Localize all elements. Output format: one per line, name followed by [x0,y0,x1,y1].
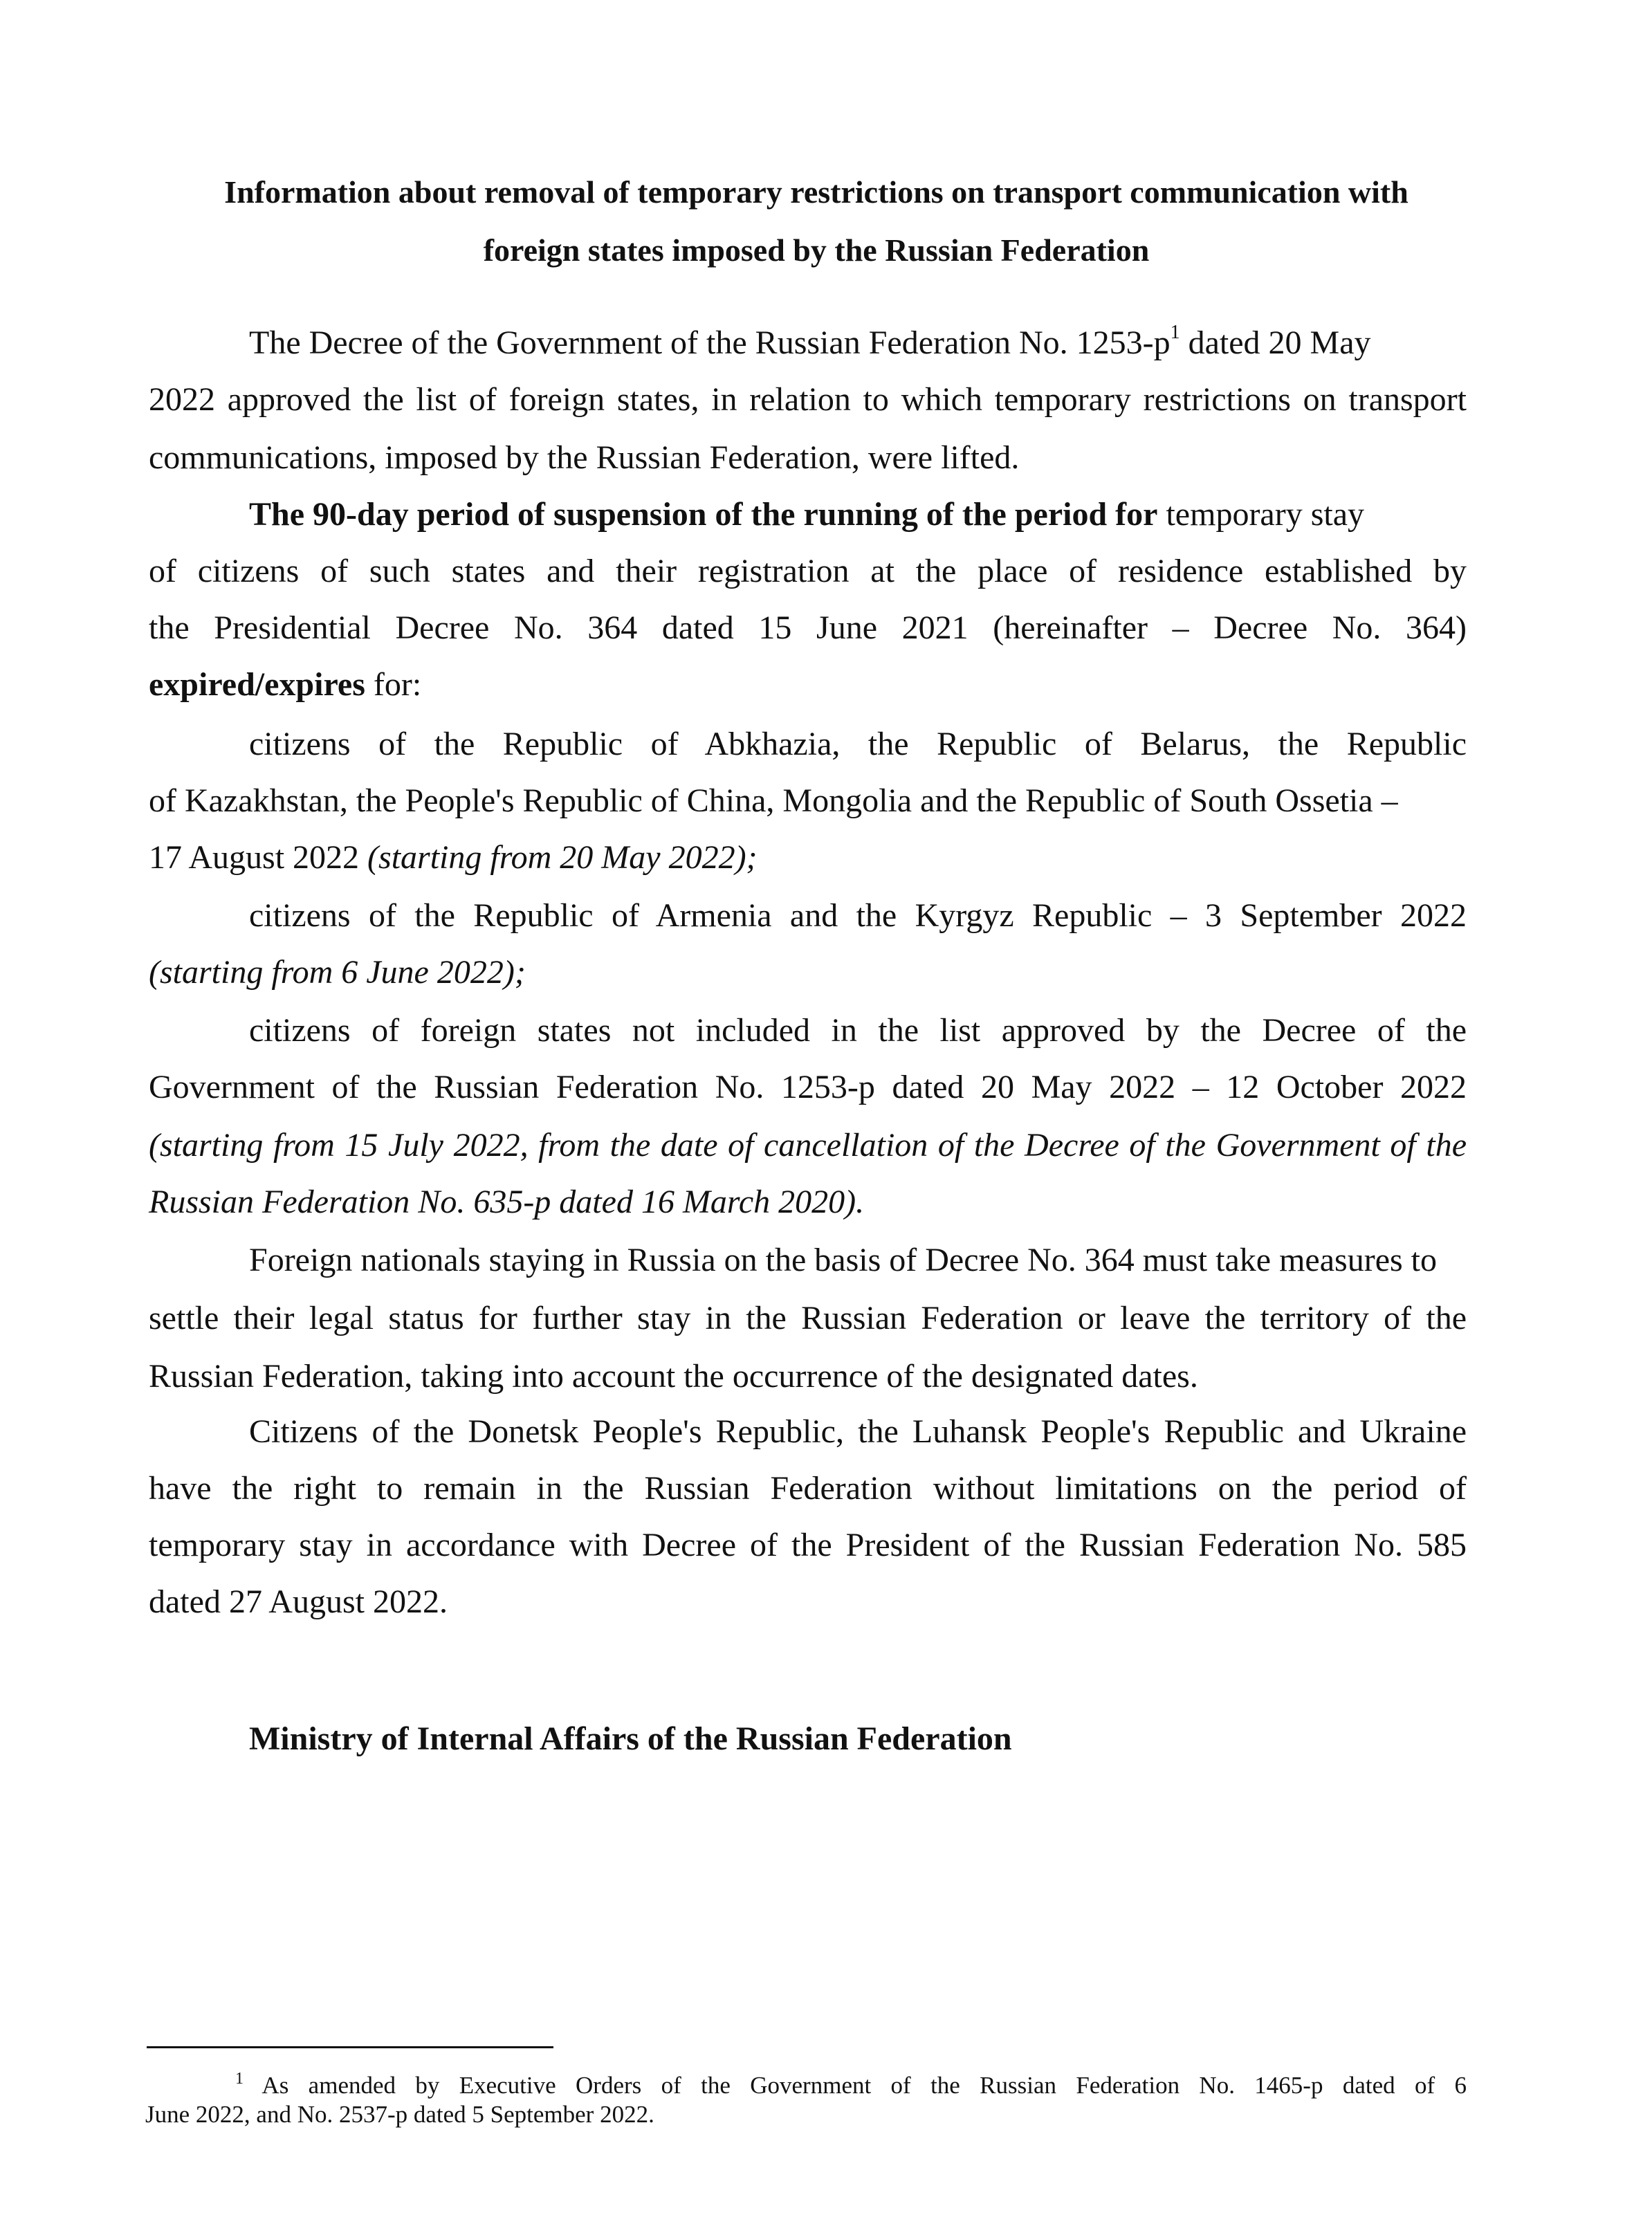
item-1-note: (starting from 20 May 2022); [367,839,758,876]
paragraph-2-text: temporary stay [1157,496,1365,533]
paragraph-1-text: The Decree of the Government of the Russian Federation No. 1253-p [249,324,1171,361]
paragraph-4-line-2: have the right to remain in the Russian Federation without limitations on the period of [149,1470,1467,1507]
paragraph-1-line-3: communications, imposed by the Russian Federation, were lifted. [149,439,1020,476]
item-1-line-3 [149,837,1467,879]
paragraph-2-bold-lead: The 90-day period of suspension of the running of the period for [249,496,1158,533]
paragraph-4-line-4: dated 27 August 2022. [149,1583,448,1620]
footnote-line-2: June 2022, and No. 2537-p dated 5 September 2022. [145,2101,654,2128]
paragraph-2-line-1 [249,494,1467,535]
paragraph-2-bold-term: expired/expires [149,666,365,703]
footnote-line-1 [235,2071,1467,2100]
item-3-line-4: Russian Federation No. 635-p dated 16 March 2020). [149,1184,865,1220]
item-2-line-1: citizens of the Republic of Armenia and the Kyrgyz Republic – 3 September 2022 [249,897,1467,934]
paragraph-4-line-3: temporary stay in accordance with Decree of the President of the Russian Federation No. 585 [149,1527,1467,1563]
paragraph-2-line-3: the Presidential Decree No. 364 dated 15 June 2021 (hereinafter – Decree No. 364) [149,609,1467,646]
paragraph-3-line-3: Russian Federation, taking into account the occurrence of the designated dates. [149,1358,1198,1395]
item-1-line-1: citizens of the Republic of Abkhazia, the Republic of Belarus, the Republic [249,726,1467,762]
paragraph-2-line-2: of citizens of such states and their registration at the place of residence established by [149,553,1467,589]
item-3-line-3: (starting from 15 July 2022, from the date of cancellation of the Decree of the Government of the [149,1127,1467,1164]
footnote-reference: 1 [1170,322,1180,343]
document-title-line-1: Information about removal of temporary restrictions on transport communication with [224,174,1408,210]
paragraph-3-line-1: Foreign nationals staying in Russia on the basis of Decree No. 364 must take measures to [249,1242,1438,1278]
paragraph-2-line-4 [149,664,1467,706]
item-3-line-1: citizens of foreign states not included in the list approved by the Decree of the [249,1012,1467,1049]
footnote-marker: 1 [235,2070,244,2088]
paragraph-2-text-end: for: [365,666,422,703]
footnote-text: As amended by Executive Orders of the Government of the Russian Federation No. 1465-p dated of 6 [244,2072,1467,2099]
document-title-line-2: foreign states imposed by the Russian Federation [483,232,1150,268]
item-3-line-2: Government of the Russian Federation No. 1253-p dated 20 May 2022 – 12 October 2022 [149,1069,1467,1105]
item-1-date: 17 August 2022 [149,839,368,876]
item-2-line-2: (starting from 6 June 2022); [149,954,526,991]
paragraph-3-line-2: settle their legal status for further stay in the Russian Federation or leave the territory of the [149,1300,1467,1336]
item-1-line-2: of Kazakhstan, the People's Republic of China, Mongolia and the Republic of South Ossetia – [149,782,1398,819]
issuing-authority: Ministry of Internal Affairs of the Russian Federation [249,1720,1012,1757]
paragraph-1-line-1 [249,322,1467,364]
paragraph-1-line-2: 2022 approved the list of foreign states, in relation to which temporary restrictions on transport [149,381,1467,418]
footnote-divider [147,2046,553,2048]
paragraph-4-line-1: Citizens of the Donetsk People's Republic, the Luhansk People's Republic and Ukraine [249,1413,1467,1450]
paragraph-1-text-end: dated 20 May [1180,324,1371,361]
